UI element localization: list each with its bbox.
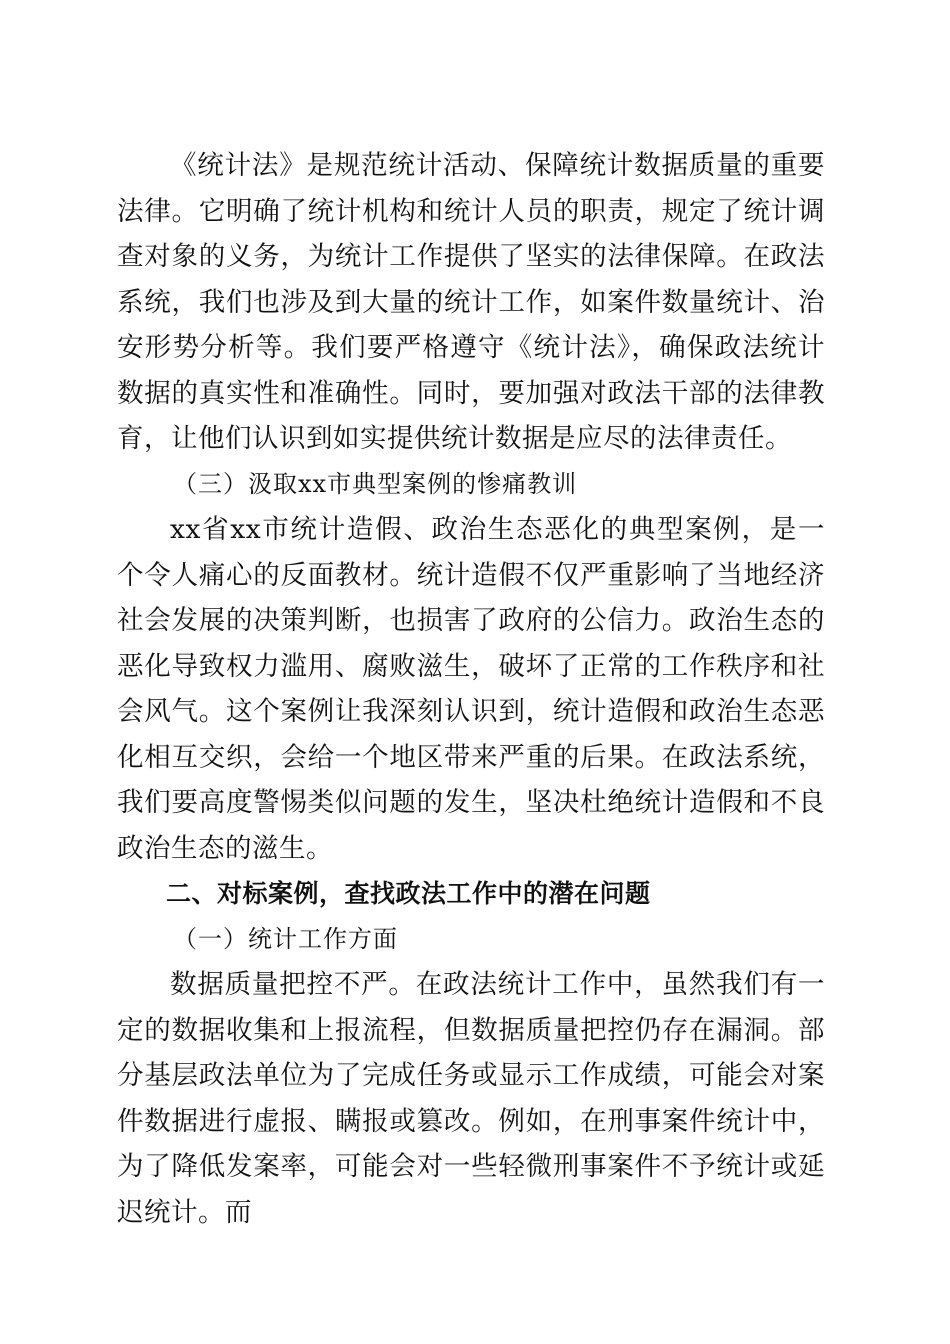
- paragraph-data-quality: 数据质量把控不严。在政法统计工作中，虽然我们有一定的数据收集和上报流程，但数据质量把控仍存在漏洞。部分基层政法单位为了完成任务或显示工作成绩，可能会对案件数据进行虚报、瞒报或篡改。例如，在刑事案件统计中，为了降低发案率，可能会对一些轻微刑事案件不予统计或延迟统计。而: [117, 969, 825, 1228]
- section-heading-three: （三）汲取xx市典型案例的惨痛教训: [173, 469, 578, 498]
- document-body: [117, 143, 825, 1235]
- paragraph-statistics-law: 《统计法》是规范统计活动、保障统计数据质量的重要法律。它明确了统计机构和统计人员的职责，规定了统计调查对象的义务，为统计工作提供了坚实的法律保障。在政法系统，我们也涉及到大量的统计工作，如案件数量统计、治安形势分析等。我们要严格遵守《统计法》，确保政法统计数据的真实性和准确性。同时，要加强对政法干部的法律教育，让他们认识到如实提供统计数据是应尽的法律责任。: [117, 150, 825, 454]
- section-heading-one: （一）统计工作方面: [173, 924, 398, 953]
- paragraph-typical-case: xx省xx市统计造假、政治生态恶化的典型案例，是一个令人痛心的反面教材。统计造假不仅严重影响了当地经济社会发展的决策判断，也损害了政府的公信力。政治生态的恶化导致权力滥用、腐败滋生，破坏了正常的工作秩序和社会风气。这个案例让我深刻认识到，统计造假和政治生态恶化相互交织，会给一个地区带来严重的后果。在政法系统，我们要高度警惕类似问题的发生，坚决杜绝统计造假和不良政治生态的滋生。: [117, 514, 825, 864]
- chapter-heading-two: 二、对标案例，查找政法工作中的潜在问题: [166, 879, 651, 908]
